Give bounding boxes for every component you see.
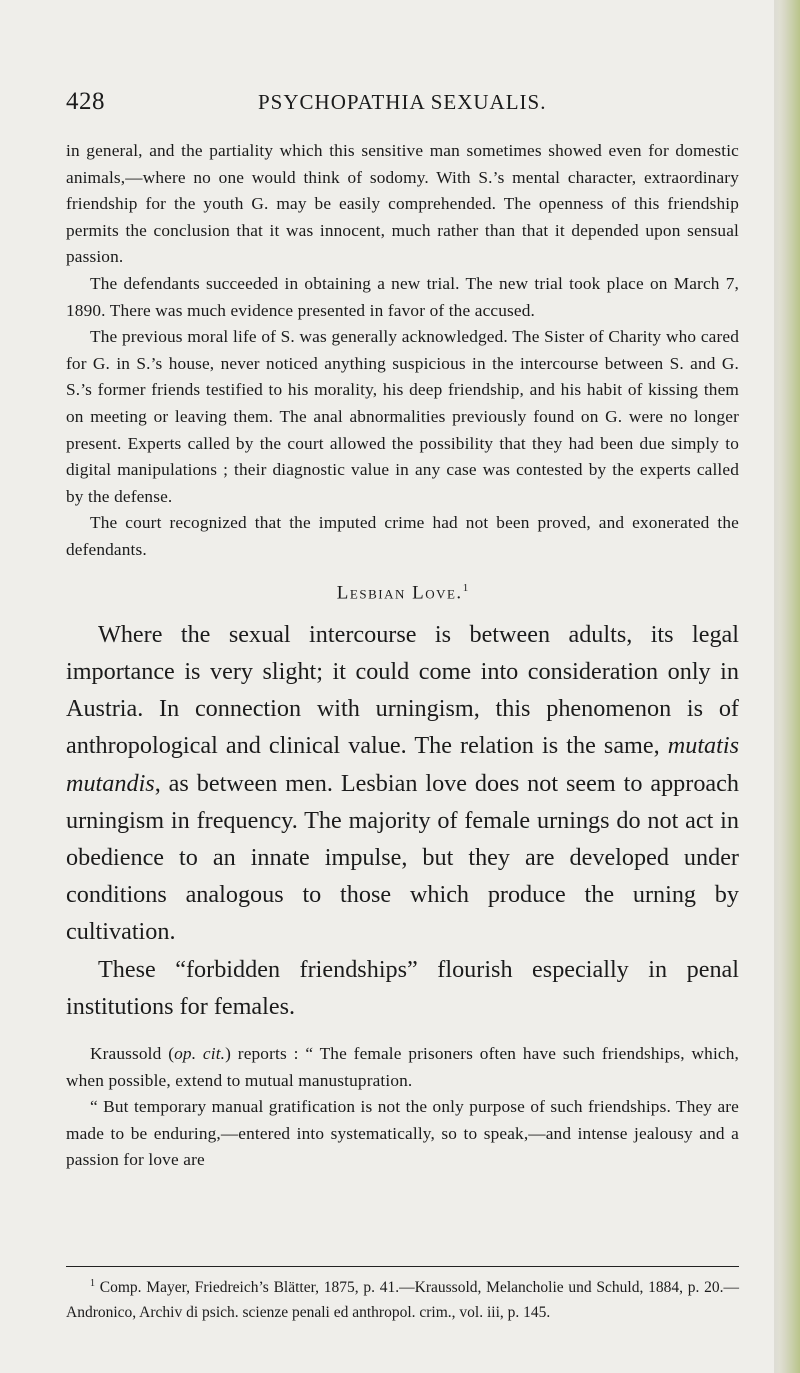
text-run: Where the sexual intercourse is between adults, its legal importance is very slight; it could come into consideration only in Austria. In connection with urningism, this phenomenon is of anthropological and clinical value. The relation is the same,	[66, 620, 739, 760]
paragraph	[66, 1041, 739, 1094]
paragraph: The previous moral life of S. was generally acknowledged. The Sister of Charity who cared for G. in S.’s house, never noticed anything suspicious in the intercourse between S. and G. S.’s former friends testified to his morality, his deep friendship, and his habit of kissing them on meeting or leaving them. The anal abnormalities previously found on G. were no longer present. Experts called by the court allowed the possibility that they had been due simply to digital manipulations ; their diagnostic value in any case was contested by the experts called by the defense.	[66, 327, 739, 506]
footnote-text: Comp. Mayer, Friedreich’s Blätter, 1875, p. 41.—Kraussold, Melancholie und Schuld, 1884, p. 20.—Andronico, Archiv di psich. scienze penali ed anthropol. crim., vol. iii, p. 145.	[66, 1279, 739, 1321]
large-paragraph	[66, 616, 739, 951]
running-head: PSYCHOPATHIA SEXUALIS.	[258, 90, 547, 114]
paragraph: “ But temporary manual gratification is not the only purpose of such friendships. They are made to be enduring,—entered into systematically, so to speak,—and intense jealousy and a passion for love are	[66, 1097, 739, 1170]
large-paragraph: These “forbidden friendships” flourish especially in penal institutions for females.	[66, 955, 739, 1020]
page-content	[66, 138, 739, 1174]
page-edge	[774, 0, 800, 1373]
section-heading	[66, 582, 739, 604]
text-run: , as between men. Lesbian love does not seem to approach urningism in frequency. The majority of female urnings do not act in obedience to an innate impulse, but they are developed under conditions analogous to those which produce the urning by cultivation.	[66, 769, 739, 946]
paragraph: The court recognized that the imputed crime had not been proved, and exonerated the defendants.	[66, 513, 739, 559]
footnote-rule	[66, 1266, 739, 1267]
footnote-mark: 1	[90, 1278, 95, 1289]
italic-text: op. cit.	[174, 1044, 226, 1064]
paragraph: in general, and the partiality which this sensitive man sometimes showed even for domestic animals,—where no one would think of sodomy. With S.’s mental character, extraordinary friendship for the youth G. may be easily comprehended. The openness of this friendship permits the conclusion that it was innocent, much rather than that it depended upon sensual passion.	[66, 141, 739, 267]
italic-text: mutatis mutandis	[66, 732, 739, 797]
text-run: Kraussold (	[90, 1044, 175, 1064]
footnote-reference: 1	[462, 581, 469, 594]
page-header	[66, 88, 746, 118]
text-run: ) reports : “ The female prisoners often have such friendships, which, when possible, extend to mutual manustupration.	[66, 1044, 739, 1090]
footnote	[66, 1272, 739, 1325]
footnotes	[66, 1272, 739, 1325]
section-heading-text: Lesbian Love.	[336, 581, 463, 603]
page-number: 428	[66, 88, 105, 115]
paragraph: The defendants succeeded in obtaining a new trial. The new trial took place on March 7, 1890. There was much evidence presented in favor of the accused.	[66, 273, 739, 320]
